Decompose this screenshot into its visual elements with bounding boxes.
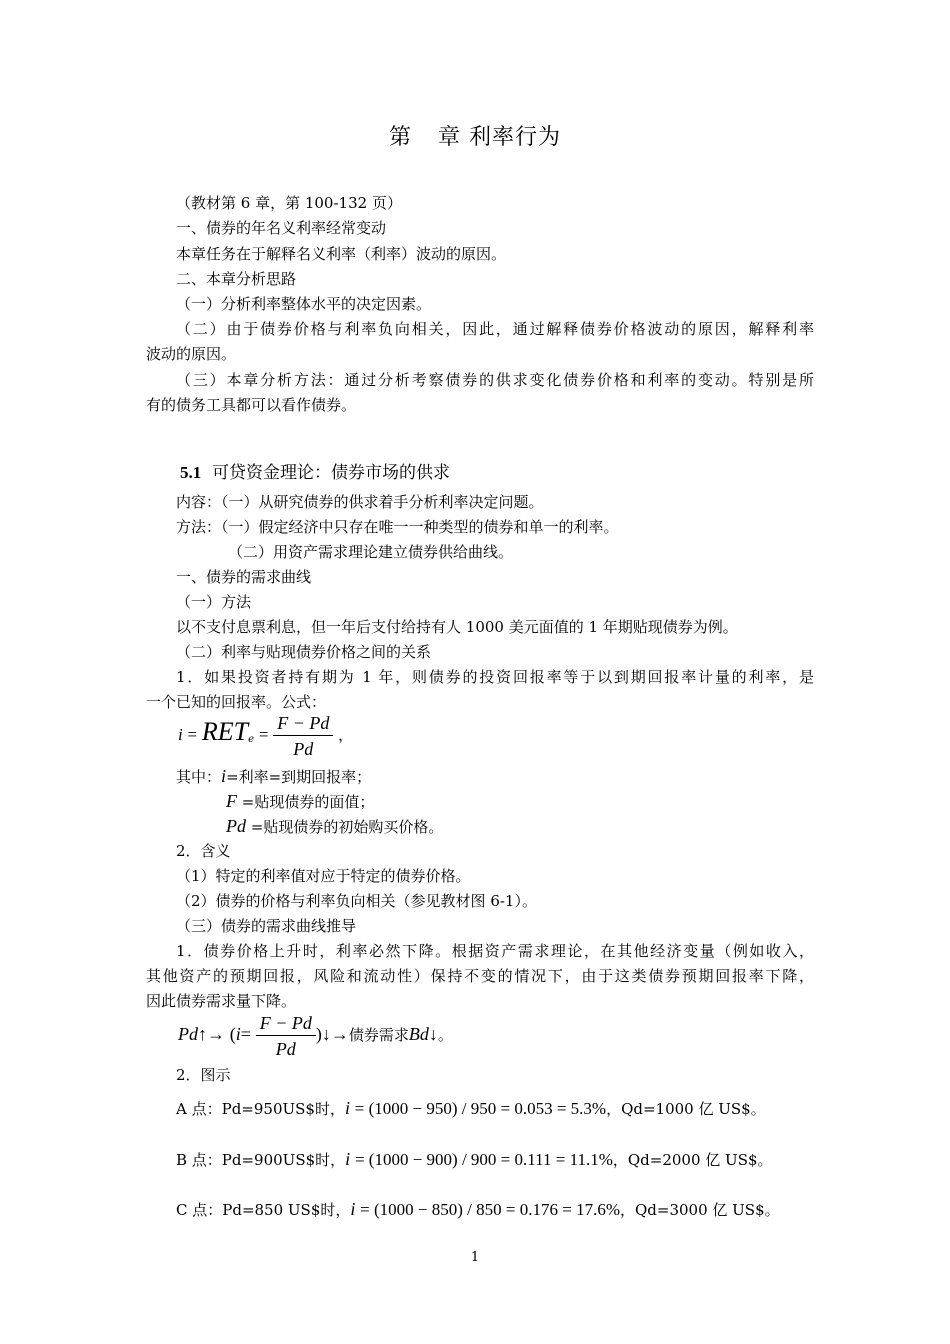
section-heading [180,463,848,483]
body-line: （三）债券的需求曲线推导 [176,917,357,935]
body-line: 一、债券的需求曲线 [176,568,312,586]
body-line: 一个已知的回报率。公式： [146,693,327,711]
body-line: （1）特定的利率值对应于特定的债券价格。 [176,867,471,885]
point-c: C 点：Pd=850 US$时，i = (1000 − 850) / 850 = 0.176 = 17.6%，Qd=3000 亿 US$。 [176,1199,780,1219]
intro-line: 本章任务在于解释名义利率（利率）波动的原因。 [176,245,507,263]
title-part2: 章 利率行为 [438,125,561,150]
fraction: $\frac{F - Pd}{Pd}$ [273,712,333,760]
body-line: （二）利率与贴现债券价格之间的关系 [176,643,432,661]
section-title: 可贷资金理论：债券市场的供求 [212,463,451,483]
body-line: （二）用资产需求理论建立债券供给曲线。 [228,543,514,561]
def-f: F =贴现债券的面值； [226,791,375,811]
intro-line: （二）由于债券价格与利率负向相关，因此，通过解释债券价格波动的原因，解释利率 [176,320,814,338]
intro-line: 有的债务工具都可以看作债券。 [146,396,357,414]
title-part1: 第 [388,125,412,150]
formula-demand: Pd↑→ (i= $\frac{F - Pd}{Pd}$ )↓→债券需求Bd↓。 [178,1013,453,1059]
formula-ret: i = RETe = $\frac{F - Pd}{Pd}$ ， [178,713,354,759]
intro-line: （一）分析利率整体水平的决定因素。 [176,295,432,313]
body-line: 内容：（一）从研究债券的供求着手分析利率决定问题。 [176,493,544,511]
intro-line: （三）本章分析方法：通过分析考察债券的供求变化债券价格和利率的变动。特别是所 [176,371,814,389]
intro-line: 二、本章分析思路 [176,270,297,288]
body-line: 1．债券价格上升时，利率必然下降。根据资产需求理论，在其他经济变量（例如收入， [176,942,814,960]
body-line: 方法：（一）假定经济中只存在唯一一种类型的债券和单一的利率。 [176,518,619,536]
intro-line: 一、债券的年名义利率经常变动 [176,219,387,237]
figure-label: 2．图示 [176,1066,231,1084]
body-line: 以不支付息票利息，但一年后支付给持有人 1000 美元面值的 1 年期贴现债券为例。 [176,618,738,636]
intro-line: 波动的原因。 [146,345,237,363]
def-i: 其中：i=利率=到期回报率； [176,766,372,786]
body-line: 其他资产的预期回报，风险和流动性）保持不变的情况下，由于这类债券预期回报率下降， [146,967,814,985]
def-pd: Pd =贴现债券的初始购买价格。 [226,816,444,836]
page-title [0,120,950,151]
body-line: 因此债券需求量下降。 [146,992,297,1010]
intro-line: （教材第 6 章，第 100-132 页） [176,194,402,212]
body-line: 1．如果投资者持有期为 1 年，则债券的投资回报率等于以到期回报率计量的利率，是 [176,668,814,686]
section-number: 5.1 [180,463,202,482]
page-number: 1 [470,1250,480,1265]
point-a: A 点：Pd=950US$时，i = (1000 − 950) / 950 = 0.053 = 5.3%，Qd=1000 亿 US$。 [176,1098,766,1118]
body-line: （2）债券的价格与利率负向相关（参见教材图 6-1）。 [176,892,537,910]
body-line: （一）方法 [176,593,252,611]
point-b: B 点：Pd=900US$时，i = (1000 − 900) / 900 = 0.111 = 11.1%，Qd=2000 亿 US$。 [176,1149,773,1169]
body-line: 2．含义 [176,842,231,860]
fraction: $\frac{F - Pd}{Pd}$ [256,1012,316,1060]
